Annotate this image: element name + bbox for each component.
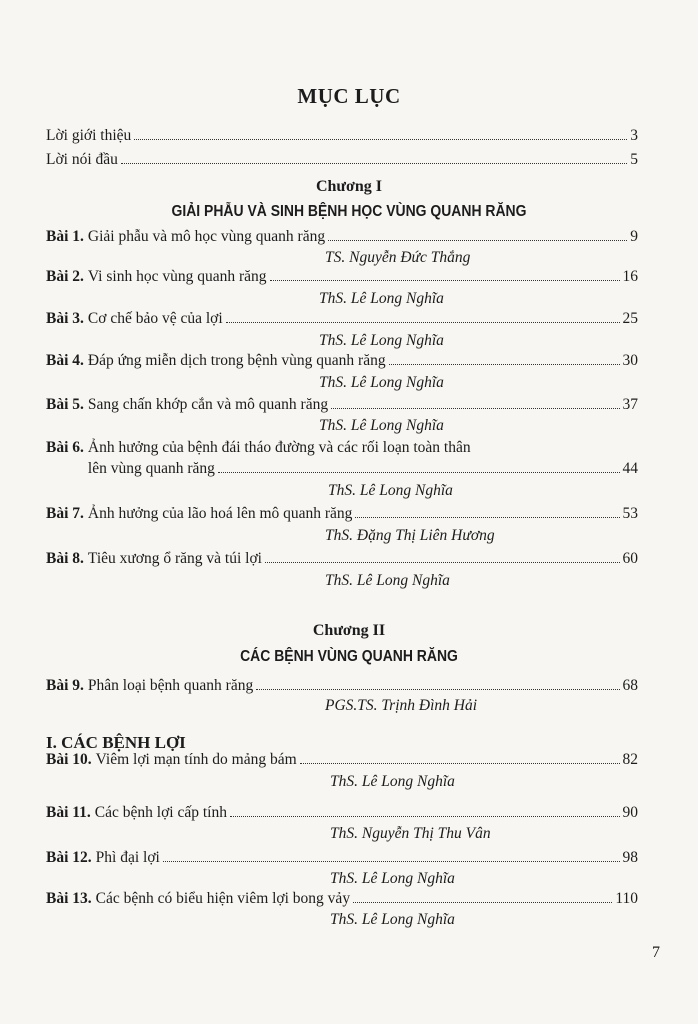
toc-entry-lesson-12[interactable] [46, 849, 638, 867]
page-number: 7 [652, 944, 660, 961]
entry-title: Ảnh hưởng của lão hoá lên mô quanh răng [87, 505, 353, 522]
toc-entry-introduction[interactable] [46, 127, 638, 145]
toc-entry-lesson-6[interactable] [46, 460, 638, 478]
toc-entry-lesson-13[interactable] [46, 890, 638, 908]
dot-leader [389, 364, 620, 365]
entry-title: Phân loại bệnh quanh răng [87, 677, 254, 694]
toc-entry-lesson-1[interactable] [46, 228, 638, 246]
dot-leader [331, 408, 619, 409]
toc-entry-lesson-5[interactable] [46, 396, 638, 414]
lesson-number: Bài 12. [46, 849, 92, 866]
lesson-author: ThS. Lê Long Nghĩa [330, 773, 455, 790]
lesson-author: ThS. Lê Long Nghĩa [319, 417, 444, 434]
toc-entry-preface[interactable] [46, 151, 638, 169]
dot-leader [256, 689, 619, 690]
entry-page: 82 [622, 751, 638, 768]
lesson-author: ThS. Lê Long Nghĩa [319, 332, 444, 349]
section-heading: I. CÁC BỆNH LỢI [46, 733, 186, 752]
entry-page: 44 [622, 460, 638, 477]
entry-title: Tiêu xương ổ răng và túi lợi [87, 550, 262, 567]
entry-title: Phì đại lợi [95, 849, 160, 866]
lesson-number: Bài 8. [46, 550, 84, 567]
lesson-number: Bài 11. [46, 804, 91, 821]
dot-leader [163, 861, 620, 862]
dot-leader [353, 902, 612, 903]
entry-page: 37 [622, 396, 638, 413]
entry-page: 30 [622, 352, 638, 369]
chapter-2-label: Chương II [312, 622, 386, 639]
toc-entry-lesson-2[interactable] [46, 268, 638, 286]
toc-entry-lesson-8[interactable] [46, 550, 638, 568]
entry-title: Vi sinh học vùng quanh răng [87, 268, 267, 285]
entry-page: 110 [615, 890, 638, 907]
entry-page: 68 [622, 677, 638, 694]
lesson-number: Bài 6. [46, 439, 84, 456]
dot-leader [300, 763, 620, 764]
lesson-author: ThS. Đặng Thị Liên Hương [325, 527, 495, 544]
toc-entry-lesson-9[interactable] [46, 677, 638, 695]
page-title: MỤC LỤC [297, 84, 401, 108]
entry-page: 90 [622, 804, 638, 821]
dot-leader [328, 240, 627, 241]
lesson-number: Bài 9. [46, 677, 84, 694]
chapter-2-title: CÁC BỆNH VÙNG QUANH RĂNG [240, 648, 458, 665]
toc-entry-lesson-3[interactable] [46, 310, 638, 328]
dot-leader [230, 816, 620, 817]
lesson-author: ThS. Lê Long Nghĩa [328, 482, 453, 499]
entry-title: Các bệnh có biểu hiện viêm lợi bong vảy [95, 890, 351, 907]
toc-entry-lesson-11[interactable] [46, 804, 638, 822]
entry-page: 3 [630, 127, 638, 144]
entry-page: 9 [630, 228, 638, 245]
entry-page: 5 [630, 151, 638, 168]
dot-leader [226, 322, 620, 323]
dot-leader [355, 517, 619, 518]
entry-title: Lời giới thiệu [46, 127, 132, 144]
lesson-author: ThS. Nguyễn Thị Thu Vân [330, 825, 491, 842]
entry-page: 53 [622, 505, 638, 522]
lesson-number: Bài 3. [46, 310, 84, 327]
entry-title-continued: lên vùng quanh răng [87, 460, 215, 477]
entry-title: Giải phẫu và mô học vùng quanh răng [87, 228, 326, 245]
lesson-number: Bài 5. [46, 396, 84, 413]
entry-page: 98 [622, 849, 638, 866]
entry-title: Sang chấn khớp cắn và mô quanh răng [87, 396, 329, 413]
lesson-author: TS. Nguyễn Đức Thắng [325, 249, 471, 266]
lesson-author: ThS. Lê Long Nghĩa [330, 870, 455, 887]
entry-page: 25 [622, 310, 638, 327]
lesson-author: ThS. Lê Long Nghĩa [325, 572, 450, 589]
toc-entry-lesson-4[interactable] [46, 352, 638, 370]
lesson-number: Bài 13. [46, 890, 92, 907]
lesson-author: ThS. Lê Long Nghĩa [319, 374, 444, 391]
lesson-number: Bài 4. [46, 352, 84, 369]
entry-page: 16 [622, 268, 638, 285]
dot-leader [270, 280, 620, 281]
dot-leader [218, 472, 620, 473]
lesson-author: PGS.TS. Trịnh Đình Hải [325, 697, 478, 714]
lesson-number: Bài 7. [46, 505, 84, 522]
entry-title: Cơ chế bảo vệ của lợi [87, 310, 223, 327]
toc-entry-lesson-6-line-1[interactable] [46, 439, 471, 457]
lesson-author: ThS. Lê Long Nghĩa [330, 911, 455, 928]
entry-title: Viêm lợi mạn tính do mảng bám [95, 751, 297, 768]
dot-leader [134, 139, 627, 140]
chapter-1-label: Chương I [315, 178, 383, 195]
dot-leader [121, 163, 627, 164]
lesson-number: Bài 1. [46, 228, 84, 245]
entry-title: Ảnh hưởng của bệnh đái tháo đường và các rối loạn toàn thân [87, 439, 471, 456]
entry-title: Đáp ứng miễn dịch trong bệnh vùng quanh răng [87, 352, 386, 369]
entry-page: 60 [622, 550, 638, 567]
chapter-1-title: GIẢI PHẪU VÀ SINH BỆNH HỌC VÙNG QUANH RĂNG [171, 203, 527, 220]
entry-title: Lời nói đầu [46, 151, 118, 168]
lesson-author: ThS. Lê Long Nghĩa [319, 290, 444, 307]
entry-title: Các bệnh lợi cấp tính [94, 804, 227, 821]
toc-entry-lesson-10[interactable] [46, 751, 638, 769]
dot-leader [265, 562, 620, 563]
toc-entry-lesson-7[interactable] [46, 505, 638, 523]
lesson-number: Bài 10. [46, 751, 92, 768]
lesson-number: Bài 2. [46, 268, 84, 285]
